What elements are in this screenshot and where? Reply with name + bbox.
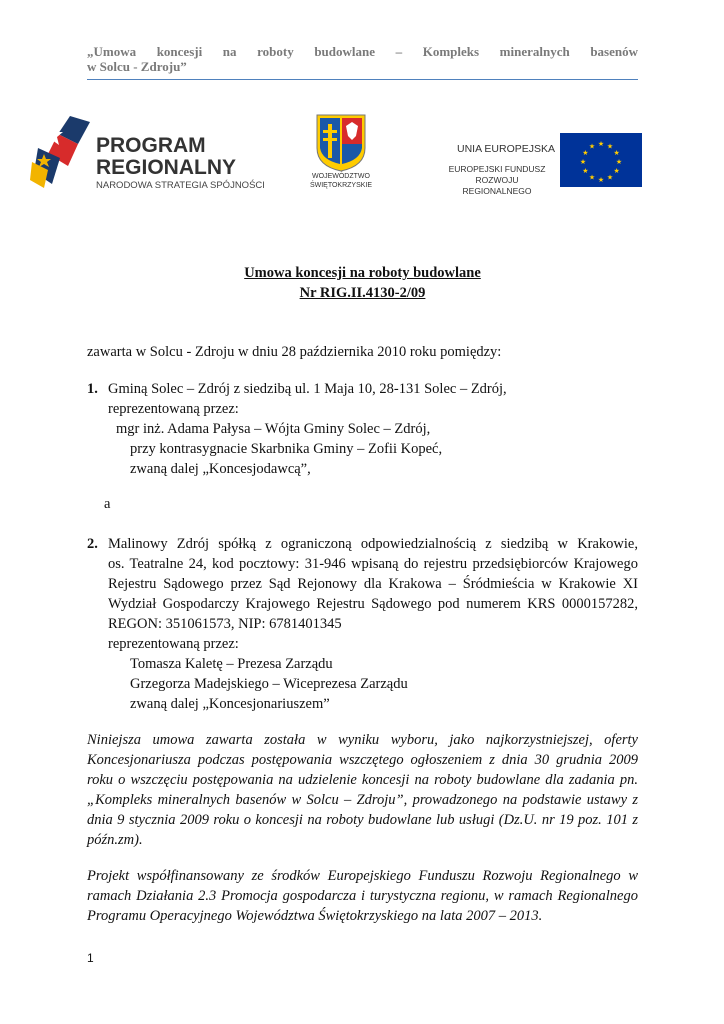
para2-line: Programu Operacyjnego Województwa Świętokrzyskiego na lata 2007 – 2013. xyxy=(87,908,543,924)
erdf-line1: EUROPEJSKI FUNDUSZ xyxy=(448,164,546,174)
para1-line: Koncesjonariusza podczas postępowania wszczętego ogłoszeniem z dnia 30 grudnia 2009 xyxy=(87,752,638,768)
voivodeship-line2: ŚWIĘTOKRZYSKIE xyxy=(309,182,373,189)
party1-line: Gminą Solec – Zdrój z siedzibą ul. 1 Maja 10, 28-131 Solec – Zdrój, xyxy=(108,381,507,397)
para1-line: roku o wszczęciu postępowania na udzielenie koncesji na roboty budowlane dla zadania pn. xyxy=(87,772,638,788)
running-header-line2: w Solcu - Zdroju” xyxy=(87,59,187,74)
para2-line: Projekt współfinansowany ze środków Europejskiego Funduszu Rozwoju Regionalnego w xyxy=(87,868,638,884)
para1-line: „Kompleks mineralnych basenów w Solcu – Zdroju”, prowadzonego na podstawie ustawy z xyxy=(87,792,638,808)
svg-text:★: ★ xyxy=(615,158,623,166)
svg-text:★: ★ xyxy=(606,142,614,151)
svg-text:★: ★ xyxy=(613,149,620,157)
para1-line: dnia 9 stycznia 2009 roku o koncesji na roboty budowlane lub usługi (Dz.U. nr 19 poz. 101 z xyxy=(87,812,638,828)
para1-line: Niniejsza umowa zawarta została w wyniku wyboru, jako najkorzystniejszej, oferty xyxy=(87,732,638,748)
eu-flag-icon xyxy=(560,133,642,192)
svg-text:★: ★ xyxy=(588,173,596,182)
running-header-line1 xyxy=(87,44,638,60)
document-number: Nr RIG.II.4130-2/09 xyxy=(299,285,426,301)
header-word: roboty xyxy=(257,44,294,59)
header-word: budowlane xyxy=(314,44,376,59)
header-word: basenów xyxy=(590,44,638,59)
voivodeship-coat-of-arms-icon xyxy=(316,114,366,177)
party1-line: reprezentowaną przez: xyxy=(108,401,239,417)
header-word: mineralnych xyxy=(499,44,570,59)
header-word: na xyxy=(222,44,237,59)
svg-text:★: ★ xyxy=(588,142,596,151)
svg-text:★: ★ xyxy=(579,158,587,166)
party2-line: Wydział Gospodarczy Krajowego Rejestru Sądowego pod numerem KRS 0000157282, xyxy=(108,596,638,612)
erdf-label xyxy=(440,164,554,197)
intro-text: zawarta w Solcu - Zdroju w dniu 28 października 2010 roku pomiędzy: xyxy=(87,344,502,360)
svg-text:★: ★ xyxy=(582,149,589,157)
program-title-2: REGIONALNY xyxy=(96,156,237,179)
party1-line: zwaną dalej „Koncesjodawcą”, xyxy=(130,461,311,477)
erdf-line2: ROZWOJU REGIONALNEGO xyxy=(462,175,532,196)
party2-line: Tomasza Kaletę – Prezesa Zarządu xyxy=(130,656,333,672)
program-title-1: PROGRAM xyxy=(96,134,206,157)
party2-line: Grzegorza Madejskiego – Wiceprezesa Zarządu xyxy=(130,676,408,692)
header-word: – xyxy=(395,44,403,59)
voivodeship-label xyxy=(300,172,382,190)
svg-text:★: ★ xyxy=(597,140,605,148)
program-subtitle: NARODOWA STRATEGIA SPÓJNOŚCI xyxy=(96,180,265,191)
eu-label: UNIA EUROPEJSKA xyxy=(457,143,556,155)
svg-text:★: ★ xyxy=(606,173,614,182)
document-title: Umowa koncesji na roboty budowlane xyxy=(244,265,481,281)
svg-text:★: ★ xyxy=(613,167,620,175)
party2-line: zwaną dalej „Koncesjonariuszem” xyxy=(130,696,330,712)
header-word: koncesji xyxy=(156,44,203,59)
party1-line: przy kontrasygnacie Skarbnika Gminy – Zofii Kopeć, xyxy=(130,441,443,457)
party1-line: mgr inż. Adama Pałysa – Wójta Gminy Solec – Zdrój, xyxy=(116,421,431,437)
party2-line: Malinowy Zdrój spółką z ograniczoną odpowiedzialnością z siedzibą w Krakowie, xyxy=(108,536,638,552)
header-word: Kompleks xyxy=(422,44,480,59)
party2-line: Rejestru Sądowego przez Sąd Rejonowy dla Krakowa – Śródmieścia w Krakowie XI xyxy=(108,576,638,592)
para2-line: ramach Działania 2.3 Promocja gospodarcza i turystyczna regionu, w ramach Regionalnego xyxy=(87,888,638,904)
header-word: „Umowa xyxy=(87,44,137,59)
party2-number: 2. xyxy=(87,536,98,552)
party2-line: REGON: 351061573, NIP: 6781401345 xyxy=(108,616,342,632)
page-number: 1 xyxy=(87,951,94,965)
party2-line: reprezentowaną przez: xyxy=(108,636,239,652)
program-regionalny-flag-icon xyxy=(30,114,90,201)
conjunction: a xyxy=(104,496,111,512)
header-rule xyxy=(87,79,638,80)
svg-text:★: ★ xyxy=(582,167,589,175)
voivodeship-line1: WOJEWÓDZTWO xyxy=(312,173,370,180)
para1-line: późn.zm). xyxy=(87,832,143,848)
party1-number: 1. xyxy=(87,381,98,397)
svg-text:★: ★ xyxy=(597,176,605,184)
party2-line: os. Teatralne 24, kod pocztowy: 31-946 wpisaną do rejestru przedsiębiorców Krajowego xyxy=(108,556,638,572)
